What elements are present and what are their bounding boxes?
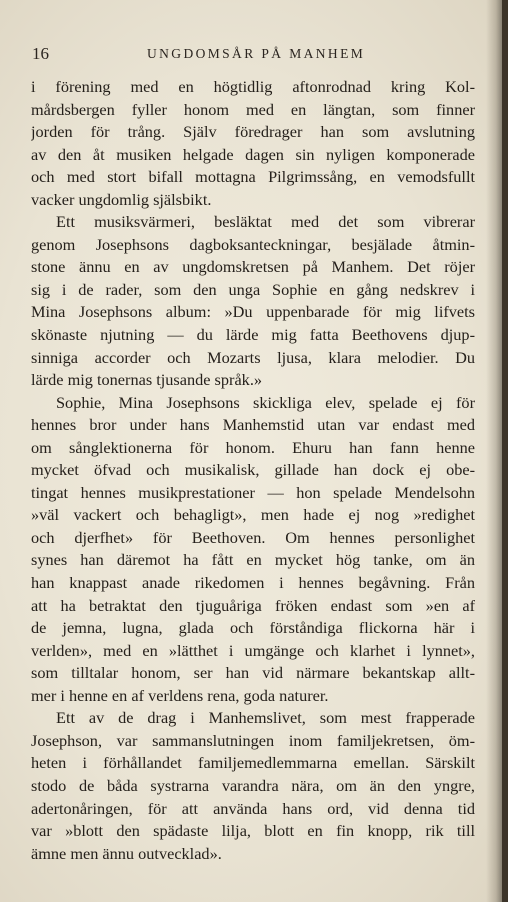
- text-line: i förening med en högtidlig aftonrodnad kring Kol-: [31, 77, 475, 96]
- text-line: som tilltalar honom, ser han vid närmare bekantskap allt-: [31, 663, 475, 683]
- text-line: genom Josephsons dagboksanteckningar, besjälade åtmin-: [31, 234, 475, 254]
- text-line: tingat hennes musikprestationer — hon spelade Mendelsohn: [31, 482, 475, 502]
- text-line: Ett av de drag i Manhemslivet, som mest frapperade: [56, 708, 475, 728]
- text-line: och med stort bifall mottagna Pilgrimssång, en vemodsfullt: [31, 167, 475, 187]
- text-line: Sophie, Mina Josephsons skickliga elev, spelade ej för: [56, 392, 475, 412]
- running-head: UNGDOMSÅR PÅ MANHEM: [147, 46, 366, 61]
- text-line: lärde mig tonernas tjusande språk.»: [31, 370, 263, 390]
- body-text: [31, 76, 475, 865]
- text-line: mer i henne en af verldens rena, goda naturer.: [31, 685, 329, 705]
- text-line: ämne men ännu outvecklad».: [31, 843, 222, 863]
- text-line: hennes bror under hans Manhemstid utan var endast med: [31, 415, 475, 435]
- text-line: heten i förhållandet familjemedlemmarna emellan. Särskilt: [31, 753, 475, 773]
- text-line: att ha betraktat den tjuguåriga fröken endast som »en af: [31, 595, 475, 615]
- page-number: 16: [32, 44, 49, 63]
- binding-edge: [502, 0, 508, 902]
- text-line: av den åt musiken helgade dagen sin nyligen komponerade: [31, 144, 475, 164]
- text-line: »väl vackert och behagligt», men hade ej nog »redighet: [31, 505, 475, 525]
- text-line: och djerfhet» för Beethoven. Om hennes personlighet: [31, 527, 475, 547]
- text-line: sinniga accorder och Mozarts ljusa, klara melodier. Du: [31, 347, 475, 367]
- text-line: var »blott den spädaste lilja, blott en fin knopp, rik till: [31, 821, 475, 841]
- text-line: Mina Josephsons album: »Du uppenbarade för mig lifvets: [31, 302, 475, 322]
- page-header: [32, 44, 472, 64]
- text-line: stodo de båda systrarna varandra nära, om än den yngre,: [31, 775, 475, 795]
- text-line: vacker ungdomlig själsbikt.: [31, 189, 212, 209]
- text-line: om sånglektionerna för honom. Ehuru han fann henne: [31, 437, 475, 457]
- text-line: mycket öfvad och musikalisk, gillade han dock ej obe-: [31, 460, 475, 480]
- text-line: mårdsbergen fyller honom med en längtan, som finner: [31, 99, 475, 119]
- text-line: adertonåringen, för att använda hans ord, vid denna tid: [31, 798, 475, 818]
- text-line: verlden», med en »lätthet i umgänge och klarhet i lynnet»,: [31, 640, 475, 660]
- text-line: skönaste njutning — du lärde mig fatta Beethovens djup-: [31, 325, 475, 345]
- text-line: han knappast anade rikedomen i hennes begåvning. Från: [31, 573, 475, 593]
- text-line: stone ännu en av ungdomskretsen på Manhem. Det röjer: [31, 257, 475, 277]
- text-line: synes han däremot ha fått en mycket hög tanke, om än: [31, 550, 475, 570]
- text-line: de jemna, lugna, glada och förståndiga flickorna här i: [31, 618, 475, 638]
- text-line: jorden för trång. Själv föredrager han som avslutning: [31, 122, 475, 142]
- text-line: Josephson, var sammanslutningen inom familjekretsen, öm-: [31, 730, 475, 750]
- text-line: sig i de rader, som den unga Sophie en gång nedskrev i: [31, 279, 475, 299]
- text-line: Ett musiksvärmeri, besläktat med det som vibrerar: [56, 212, 475, 232]
